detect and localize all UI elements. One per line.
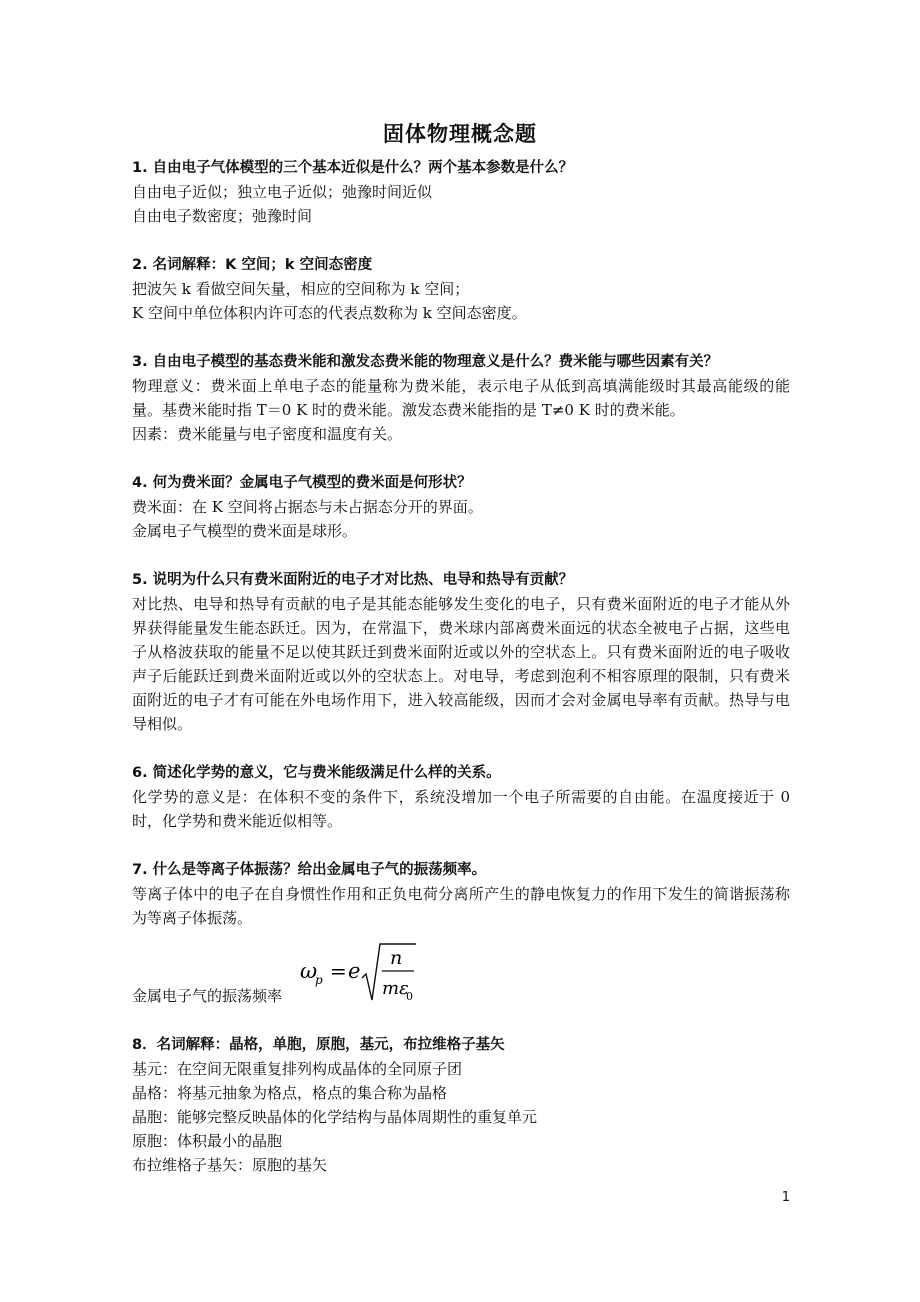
answer-line: K 空间中单位体积内许可态的代表点数称为 k 空间态密度。 — [132, 304, 527, 322]
answer-paragraph: 等离子体中的电子在自身惯性作用和正负电荷分离所产生的静电恢复力的作用下发生的简谐振荡称为等离子体振荡。 — [132, 885, 790, 927]
answer-paragraph: 对比热、电导和热导有贡献的电子是其能态能够发生变化的电子，只有费米面附近的电子才能从外界获得能量发生能态跃迁。因为，在常温下，费米球内部离费米面远的状态全被电子占据，这些电子从格波获取的能量不足以使其跃迁到费米面附近或以外的空状态上。只有费米面附近的电子吸收声子后能跃迁到费米面附近或以外的空状态上。对电导，考虑到泡利不相容原理的限制，只有费米面附近的电子才有可能在外电场作用下，进入较高能级，因而才会对金属电导率有贡献。热导与电导相似。 — [132, 595, 790, 733]
question-section-6 — [132, 761, 790, 833]
answer-line: 晶胞：能够完整反映晶体的化学结构与晶体周期性的重复单元 — [132, 1108, 538, 1126]
answer-paragraph: 化学势的意义是：在体积不变的条件下，系统没增加一个电子所需要的自由能。在温度接近于 0 时，化学势和费米能近似相等。 — [132, 788, 790, 830]
answer-paragraph: 物理意义：费米面上单电子态的能量称为费米能，表示电子从低到高填满能级时其最高能级的能量。基费米能时指 T＝0 K 时的费米能。激发态费米能指的是 T≠0 K 时的费米能。 — [132, 377, 790, 419]
question-heading: 8．名词解释：晶格，单胞，原胞，基元，布拉维格子基矢 — [132, 1037, 505, 1053]
answer-line: 原胞：体积最小的晶胞 — [132, 1132, 283, 1150]
answer-line: 基元：在空间无限重复排列构成晶体的全同原子团 — [132, 1060, 463, 1078]
document-title: 固体物理概念题 — [383, 122, 537, 146]
answer-line: 晶格：将基元抽象为格点，格点的集合称为晶格 — [132, 1084, 448, 1102]
formula-numerator: n — [390, 947, 403, 969]
answer-line: 布拉维格子基矢：原胞的基矢 — [132, 1156, 328, 1174]
question-section-2 — [132, 253, 790, 325]
plasma-frequency-formula — [298, 938, 428, 1008]
page-number: 1 — [781, 1190, 790, 1205]
question-heading: 5. 说明为什么只有费米面附近的电子才对比热、电导和热导有贡献？ — [132, 572, 574, 588]
question-heading: 1. 自由电子气体模型的三个基本近似是什么？两个基本参数是什么？ — [132, 160, 574, 176]
formula-label: 金属电子气的振荡频率 — [132, 987, 283, 1005]
answer-line: 把波矢 k 看做空间矢量，相应的空间称为 k 空间； — [132, 280, 470, 298]
question-heading: 2. 名词解释：K 空间；k 空间态密度 — [132, 257, 373, 273]
question-heading: 6. 简述化学势的意义，它与费米能级满足什么样的关系。 — [132, 765, 501, 781]
question-heading: 4. 何为费米面？金属电子气模型的费米面是何形状？ — [132, 475, 472, 491]
question-section-7 — [132, 858, 790, 1008]
answer-line: 自由电子数密度；弛豫时间 — [132, 207, 313, 225]
question-section-1 — [132, 156, 790, 228]
question-section-4 — [132, 471, 790, 543]
formula-omega-subscript: p — [315, 973, 323, 987]
answer-line: 自由电子近似；独立电子近似；弛豫时间近似 — [132, 183, 433, 201]
formula-denominator-subscript: 0 — [406, 990, 413, 1003]
formula-row — [132, 938, 790, 1008]
formula-equals: = — [330, 959, 347, 983]
answer-line: 金属电子气模型的费米面是球形。 — [132, 522, 358, 540]
question-section-8 — [132, 1033, 790, 1177]
formula-omega: ω — [300, 959, 318, 983]
formula-coefficient: e — [348, 959, 361, 983]
document-body — [132, 156, 790, 1177]
formula-denominator: mε — [382, 978, 409, 999]
question-section-3 — [132, 350, 790, 446]
question-section-5 — [132, 568, 790, 736]
answer-line: 因素：费米能量与电子密度和温度有关。 — [132, 425, 403, 443]
question-heading: 3. 自由电子模型的基态费米能和激发态费米能的物理意义是什么？费米能与哪些因素有关？ — [132, 354, 719, 370]
answer-line: 费米面：在 K 空间将占据态与未占据态分开的界面。 — [132, 498, 483, 516]
question-heading: 7. 什么是等离子体振荡？给出金属电子气的振荡频率。 — [132, 862, 487, 878]
